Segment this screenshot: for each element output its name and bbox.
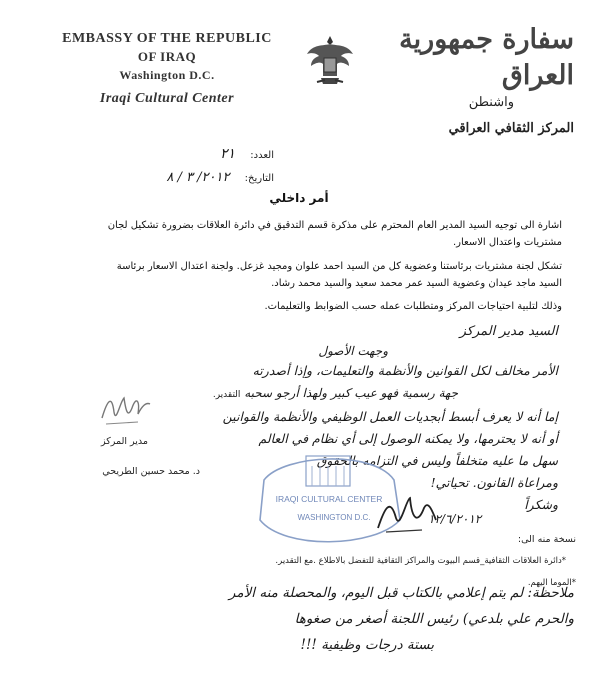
letterhead-arabic <box>344 22 574 140</box>
stamp-text: IRAQI CULTURAL CENTER <box>275 494 383 504</box>
date-label: التاريخ: <box>244 173 274 184</box>
city-line: Washington D.C. <box>119 68 215 82</box>
embassy-arabic-title: سفارة جمهورية العراق <box>399 24 574 91</box>
signature-title: مدير المركز <box>100 436 148 447</box>
stamp-city: WASHINGTON D.C. <box>297 513 371 522</box>
center-arabic: المركز الثقافي العراقي <box>448 121 574 136</box>
handwritten-line-9: وشكراً <box>524 497 558 512</box>
paragraph-2-line-2: السيد ماجد عيدان وعضوية السيد عمر محمد سعيد والسيد محمد رشاد. <box>271 278 562 289</box>
handwritten-date: ١٢/٦/٢٠١٢ <box>428 512 482 526</box>
note-line-3: بستة درجات وظيفية !!! <box>300 637 434 653</box>
paragraph-2 <box>22 258 562 292</box>
letterhead-english <box>62 30 272 108</box>
number-value: ٢١ <box>220 146 236 162</box>
handwritten-line-6: أو أنه لا يحترمها، ولا يمكنه الوصول إلى أي نظام في العالم <box>258 431 558 446</box>
closing-text: التقدير. <box>212 390 241 400</box>
copies-item-1: *دائرة العلاقات الثقافية_قسم البيوت والمراكز الثقافية للتفضل بالاطلاع .مع التقدير. <box>275 556 566 566</box>
copies-item-2: *الموما اليهم. <box>527 578 576 588</box>
country-line: OF IRAQ <box>137 49 197 64</box>
paragraph-1-line-1: اشارة الى توجيه السيد المدير العام المحترم على مذكرة قسم التدقيق في دائرة العلاقات بضرورة تشكيل لجان <box>107 220 562 231</box>
handwritten-line-2: وجهت الأصول <box>318 344 388 358</box>
paragraph-1-line-2: مشتريات واعتدال الاسعار. <box>452 237 562 248</box>
reference-number <box>220 146 274 162</box>
paragraph-1 <box>22 217 562 251</box>
reference-date <box>166 170 274 185</box>
handwritten-line-1: السيد مدير المركز <box>459 324 558 339</box>
order-title: أمر داخلي <box>269 191 329 205</box>
handwritten-note <box>94 580 574 658</box>
handwritten-line-3: الأمر مخالف لكل القوانين والأنظمة والتعليمات، وإذا أصدرته <box>252 363 558 378</box>
date-value: ٢٠١٢/ ٣ / ٨ <box>166 170 230 185</box>
note-line-2: والحرم علي بلدعي) رئيس اللجنة أصغر من صغوها <box>294 611 574 627</box>
handwritten-line-4: جهة رسمية فهو عيب كبير ولهذا أرجو سحبه التقدير. <box>212 386 458 400</box>
director-signature-scribble <box>98 388 154 430</box>
signature-name: د. محمد حسين الطريحي <box>102 466 200 477</box>
paragraph-2-line-1: تشكل لجنة مشتريات برئاستنا وعضوية كل من السيد احمد علوان ومجيد غزعل. ولجنة اعتدال الاسعار برئاسة <box>116 261 562 272</box>
handwritten-line-8: ومراعاة القانون. تحياتي! <box>430 475 558 490</box>
center-line: Iraqi Cultural Center <box>99 91 235 106</box>
number-label: العدد: <box>250 150 274 161</box>
handwritten-line-5: إما أنه لا يعرف أبسط أبجديات العمل الوظيفي والأنظمة والقوانين <box>222 409 558 424</box>
city-arabic: واشنطن <box>468 95 514 110</box>
handwritten-line-7: سهل ما عليه متخلفاً وليس في التزامه بالحقوق <box>316 453 558 468</box>
note-line-1: ملاحظة: لم يتم إعلامي بالكتاب قبل اليوم، والمحصلة منه الأمر <box>228 585 574 601</box>
copies-heading: نسخة منه الى: <box>517 534 576 545</box>
embassy-line: EMBASSY OF THE REPUBLIC <box>62 31 272 46</box>
paragraph-3: وذلك لتلبية احتياجات المركز ومتطلبات عمله حسب الضوابط والتعليمات. <box>264 301 562 312</box>
